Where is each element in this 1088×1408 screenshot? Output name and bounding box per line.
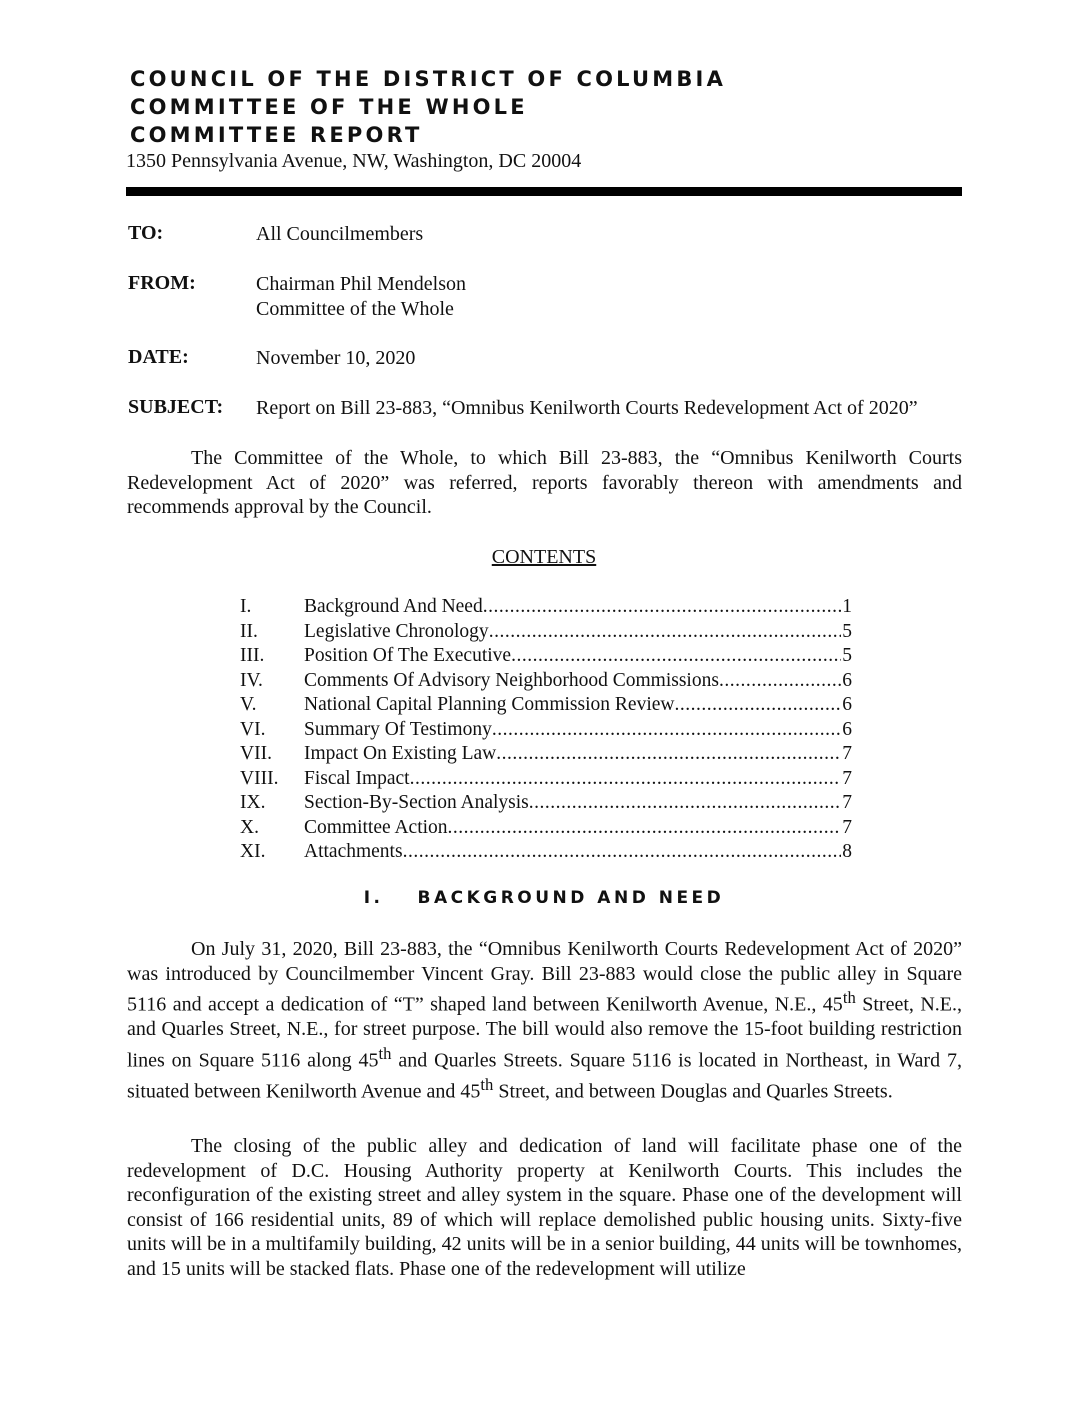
toc-entry-leader (496, 742, 841, 767)
toc-entry-leader (483, 595, 842, 620)
toc-entry-body (304, 718, 852, 743)
toc-entry-leader (448, 816, 842, 841)
toc-entry-number: IX. (240, 792, 266, 813)
toc-entry-title: Fiscal Impact (304, 767, 410, 789)
toc-entry-leader (489, 620, 842, 645)
toc-entry-leader (511, 644, 841, 669)
para1-text-4: Street, and between Douglas and Quarles Streets. (493, 1080, 893, 1103)
toc-entry-page: 7 (842, 743, 852, 764)
para2-text: The closing of the public alley and dedication of land will facilitate phase one of the redevelopment of D.C. Housing Authority property at Kenilworth Courts. This includes the reconfiguration of the existing street and alley system in the square. Phase one of the development will consist of 166 residential units, 89 of which will replace demolished public housing units. Sixty-five units will be in a multifamily building, 42 units will be in a senior building, 44 units will be townhomes, and 15 units will be stacked flats. Phase one of the redevelopment will utilize (127, 1135, 962, 1280)
council-address: 1350 Pennsylvania Avenue, NW, Washington, DC 20004 (126, 150, 582, 172)
toc-entry-leader (403, 840, 842, 865)
toc-entry-title: Impact On Existing Law (304, 743, 497, 764)
section-title: BACKGROUND AND NEED (417, 888, 725, 908)
toc-entry-number: VII. (240, 743, 272, 764)
toc-entry-page: 7 (842, 816, 852, 838)
toc-entry-title: Attachments (304, 841, 403, 862)
to-label: TO: (128, 222, 164, 244)
para1-text-2: Street, N.E., and Quarles Street, N.E., for street purpose. The bill would also remove the 15-foot building restriction lines on Square 5116 along 45 (127, 993, 962, 1072)
toc-entry-number: III. (240, 645, 265, 666)
toc-entry-number: VIII. (240, 767, 279, 789)
contents-title (0, 546, 1088, 569)
toc-entry-page: 7 (842, 767, 852, 789)
para1-text-3: and Quarles Streets. Square 5116 is located in Northeast, in Ward 7, situated between Kenilworth Avenue and 45 (127, 1049, 962, 1103)
toc-entry-page: 8 (842, 841, 852, 862)
toc-entry-body (304, 595, 852, 620)
toc-entry (240, 767, 852, 792)
toc-entry (240, 816, 852, 841)
para1-sup-2: th (378, 1043, 392, 1063)
toc-entry-title: Comments Of Advisory Neighborhood Commissions (304, 669, 719, 691)
from-value-line1: Chairman Phil Mendelson (256, 273, 466, 295)
toc-entry-body (304, 620, 852, 645)
council-name: COUNCIL OF THE DISTRICT OF COLUMBIA (130, 67, 727, 91)
from-label: FROM: (128, 272, 196, 294)
toc-entry-number: V. (240, 694, 257, 715)
table-of-contents (240, 595, 852, 865)
toc-entry-page: 1 (842, 596, 852, 617)
toc-entry-title: Summary Of Testimony (304, 718, 492, 740)
toc-entry-page: 5 (842, 645, 852, 666)
toc-entry-title: Position Of The Executive (304, 645, 512, 666)
toc-entry-leader (492, 718, 841, 743)
toc-entry-title: Background And Need (304, 596, 483, 617)
toc-entry-title: Committee Action (304, 816, 448, 838)
toc-entry-page: 6 (842, 718, 852, 740)
toc-entry-title: Legislative Chronology (304, 620, 489, 642)
toc-entry-number: IV. (240, 669, 263, 691)
toc-entry (240, 620, 852, 645)
toc-entry-title: National Capital Planning Commission Review (304, 694, 675, 715)
section-number: I. (363, 888, 384, 908)
toc-entry-number: VI. (240, 718, 266, 740)
toc-entry-body (304, 816, 852, 841)
para1-sup-3: th (480, 1074, 494, 1094)
toc-entry-leader (410, 767, 842, 792)
toc-entry-page: 5 (842, 620, 852, 642)
toc-entry-number: XI. (240, 841, 266, 862)
toc-entry-body (304, 693, 852, 718)
from-value-line2: Committee of the Whole (256, 298, 454, 320)
subject-value: Report on Bill 23-883, “Omnibus Kenilworth Courts Redevelopment Act of 2020” (256, 397, 918, 419)
toc-entry-title: Section-By-Section Analysis (304, 792, 529, 813)
toc-entry (240, 669, 852, 694)
toc-entry (240, 742, 852, 767)
toc-entry (240, 644, 852, 669)
para1-text-1: On July 31, 2020, Bill 23-883, the “Omnibus Kenilworth Courts Redevelopment Act of 2020” was introduced by Councilmember Vincent Gray. Bill 23-883 would close the public alley in Square 5116 and accept a dedication of “T” shaped land between Kenilworth Avenue, N.E., 45 (127, 938, 962, 1016)
toc-entry-body (304, 644, 852, 669)
background-paragraph-1 (127, 937, 962, 1104)
toc-entry-body (304, 767, 852, 792)
intro-paragraph (127, 446, 962, 520)
toc-entry-number: II. (240, 620, 258, 642)
toc-entry-page: 6 (842, 694, 852, 715)
toc-entry-body (304, 742, 852, 767)
contents-title-text: CONTENTS (491, 546, 597, 568)
toc-entry-leader (719, 669, 841, 694)
toc-entry-page: 7 (842, 792, 852, 813)
section-heading (0, 888, 1088, 908)
header-rule (126, 187, 962, 196)
toc-entry (240, 595, 852, 620)
toc-entry-leader (674, 693, 841, 718)
date-label: DATE: (128, 346, 189, 368)
toc-entry-leader (529, 791, 841, 816)
toc-entry-page: 6 (842, 669, 852, 691)
toc-entry-body (304, 669, 852, 694)
subject-label: SUBJECT: (128, 396, 224, 418)
toc-entry (240, 718, 852, 743)
toc-entry-number: I. (240, 596, 252, 617)
toc-entry (240, 791, 852, 816)
toc-entry (240, 693, 852, 718)
date-value: November 10, 2020 (256, 347, 416, 369)
committee-name: COMMITTEE OF THE WHOLE (130, 95, 528, 119)
toc-entry-body (304, 840, 852, 865)
toc-entry-number: X. (240, 816, 259, 838)
to-value: All Councilmembers (256, 223, 424, 245)
background-paragraph-2 (127, 1134, 962, 1281)
para1-sup-1: th (842, 988, 856, 1007)
toc-entry (240, 840, 852, 865)
toc-entry-body (304, 791, 852, 816)
report-type: COMMITTEE REPORT (130, 123, 423, 147)
intro-text: The Committee of the Whole, to which Bill 23-883, the “Omnibus Kenilworth Courts Redevelopment Act of 2020” was referred, reports favorably thereon with amendments and recommends approval by the Council. (127, 447, 962, 518)
